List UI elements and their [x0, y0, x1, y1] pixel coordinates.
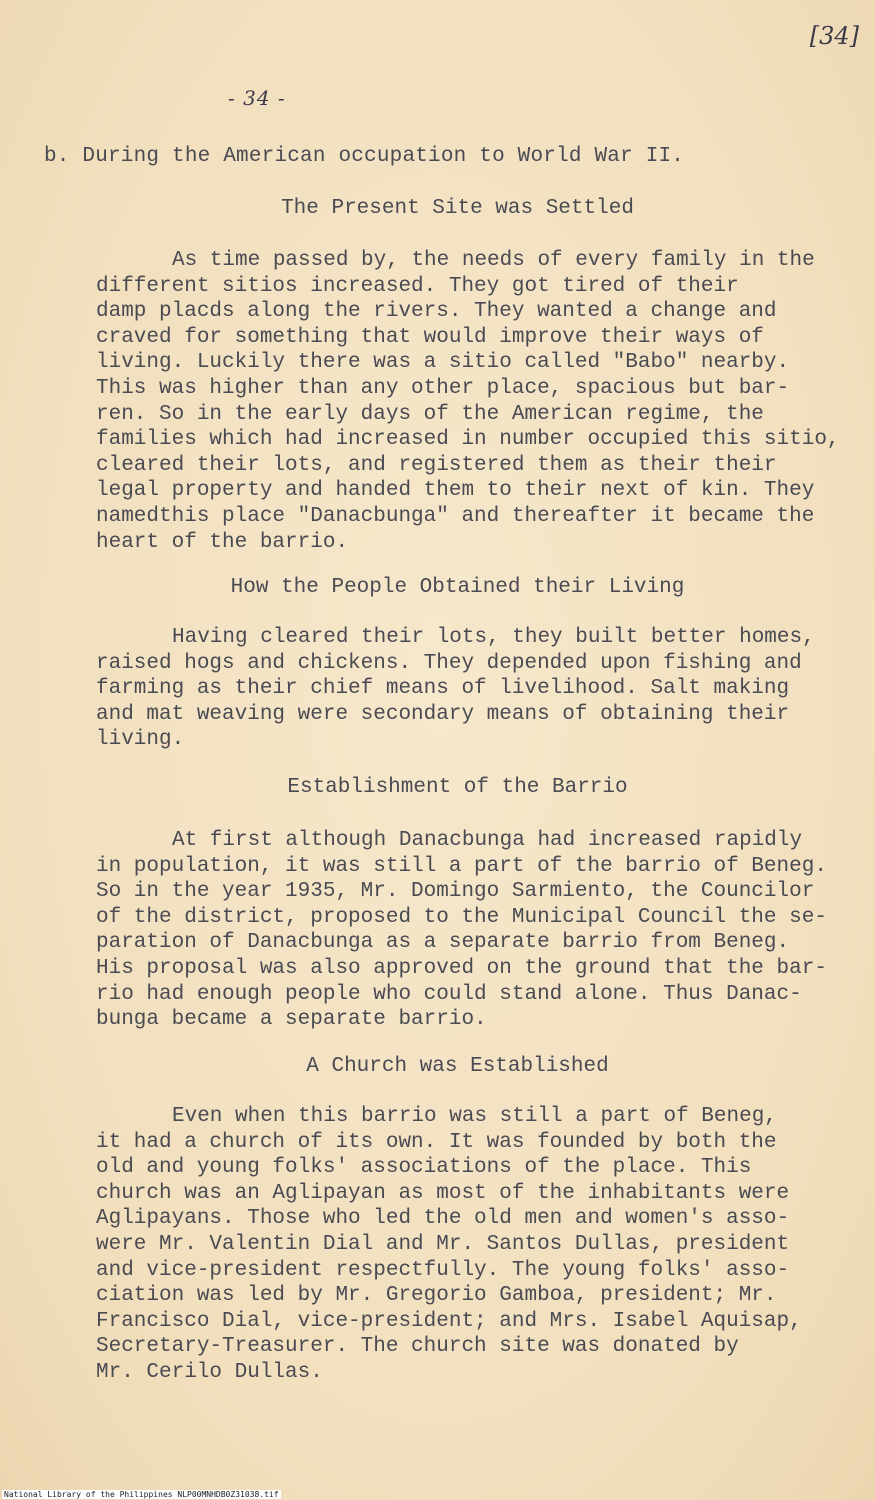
paragraph-church: Even when this barrio was still a part of Beneg, it had a church of its own. It was founded by both the old and young folks' associations of the place. This church was an Aglipayan as most of the inhabitants were Aglipayans. Those who led the old men and women's asso- were Mr. Valentin Dial and Mr. Santos Dullas, president and vice-president respectfully. The young folks' asso- ciation was led by Mr. Gregorio Gamboa, president; Mr. Francisco Dial, vice-president; and Mrs. Isabel Aquisap, Secretary-Treasurer. The church site was donated by Mr. Cerilo Dullas. [96, 1105, 802, 1384]
archive-number: [34] [809, 22, 859, 50]
section-title-church: A Church was Established [306, 1055, 609, 1078]
page-number: - 34 - [228, 86, 286, 110]
section-title-barrio: Establishment of the Barrio [287, 776, 628, 799]
archive-footer: National Library of the Philippines NLP00MNHDB0Z31038.tif [4, 1490, 279, 1499]
section-title-living: How the People Obtained their Living [230, 576, 685, 599]
section-heading: b. During the American occupation to World War II. [44, 145, 685, 168]
section-title-present-site: The Present Site was Settled [281, 197, 634, 220]
paragraph-living: Having cleared their lots, they built better homes, raised hogs and chickens. They depended upon fishing and farming as their chief means of livelihood. Salt making and mat weaving were secondary means of obtaining their living. [96, 626, 815, 752]
paragraph-present-site: As time passed by, the needs of every family in the different sitios increased. They got tired of their damp placds along the rivers. They wanted a change and craved for something that would improve their ways of living. Luckily there was a sitio called "Babo" nearby. This was higher than any other place, spacious but bar- ren. So in the early days of the American regime, the families which had increased in number occupied this sitio, cleared their lots, and registered them as their their legal property and handed them to their next of kin. They namedthis place "Danacbunga" and thereafter it became the heart of the barrio. [96, 249, 840, 554]
paragraph-barrio: At first although Danacbunga had increased rapidly in population, it was still a part of the barrio of Beneg. So in the year 1935, Mr. Domingo Sarmiento, the Councilor of the district, proposed to the Municipal Council the se- paration of Danacbunga as a separate barrio from Beneg. His proposal was also approved on the ground that the bar- rio had enough people who could stand alone. Thus Danac- bunga became a separate barrio. [96, 829, 827, 1032]
